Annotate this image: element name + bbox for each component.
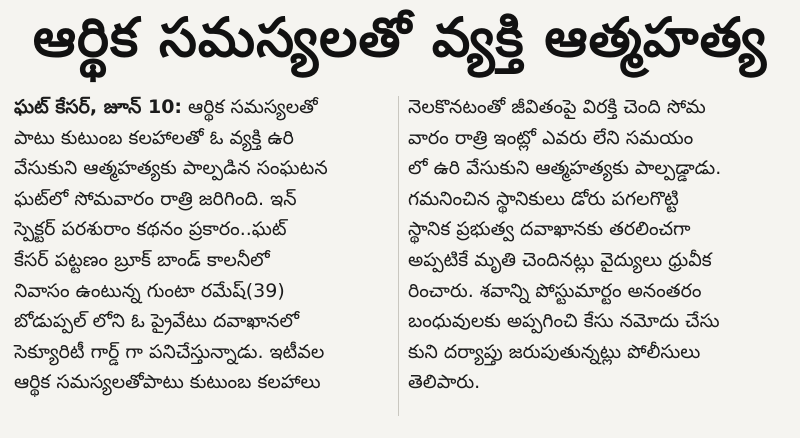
article-line-text: ఆర్థిక సమస్యలతో	[182, 96, 318, 118]
article-line: వారం రాత్రి ఇంట్లో ఎవరు లేని సమయం	[408, 126, 694, 149]
dateline: ఘట్ కేసర్, జూన్ 10:	[14, 96, 183, 118]
article-line: రించారు. శవాన్ని పోస్టుమార్టం అనంతరం	[408, 279, 702, 302]
article-line: అప్పటికే మృతి చెందినట్లు వైద్యులు ధ్రువీక	[408, 248, 712, 271]
article-line: తెలిపారు.	[408, 371, 481, 394]
article-column-right	[408, 92, 788, 398]
article-line: కేసర్ పట్టణం బ్రూక్ బాండ్ కాలనీలో	[14, 248, 270, 271]
article-line: గమనించిన స్థానికులు డోరు పగలగొట్టి	[408, 187, 679, 210]
headline: ఆర్థిక సమస్యలతో వ్యక్తి ఆత్మహత్య	[32, 5, 768, 69]
article-line: పాటు కుటుంబ కలహాలతో ఓ వ్యక్తి ఉరి	[14, 126, 294, 149]
article-line: వేసుకుని ఆత్మహత్యకు పాల్పడిన సంఘటన	[14, 157, 328, 180]
article-line: కుని దర్యాప్తు జరుపుతున్నట్లు పోలీసులు	[408, 340, 701, 363]
column-divider	[398, 96, 399, 416]
article-line	[14, 92, 394, 123]
article-column-left	[14, 92, 394, 398]
article-line: నెలకొనటంతో జీవితంపై విరక్తి చెంది సోమ	[408, 96, 706, 118]
article-line: సెక్యూరిటీ గార్డ్ గా పనిచేస్తున్నాడు. ఇటీవల	[14, 340, 325, 363]
article-line: బంధువులకు అప్పగించి కేసు నమోదు చేసు	[408, 310, 720, 333]
article-line: స్పెక్టర్ పరశురాం కథనం ప్రకారం..ఘట్	[14, 218, 287, 241]
article-line: లో ఉరి వేసుకుని ఆత్మహత్యకు పాల్పడ్డాడు.	[408, 157, 722, 180]
article-line: బోడుప్పల్ లోని ఓ ప్రైవేటు దవాఖానలో	[14, 310, 300, 333]
article-line: స్థానిక ప్రభుత్వ దవాఖానకు తరలించగా	[408, 218, 691, 241]
article-line: ఆర్థిక సమస్యలతోపాటు కుటుంబ కలహాలు	[14, 371, 321, 394]
article-line: నివాసం ఉంటున్న గుంటా రమేష్(39)	[14, 279, 285, 302]
article-line: ఘట్‌లో సోమవారం రాత్రి జరిగింది. ఇన్	[14, 187, 297, 210]
